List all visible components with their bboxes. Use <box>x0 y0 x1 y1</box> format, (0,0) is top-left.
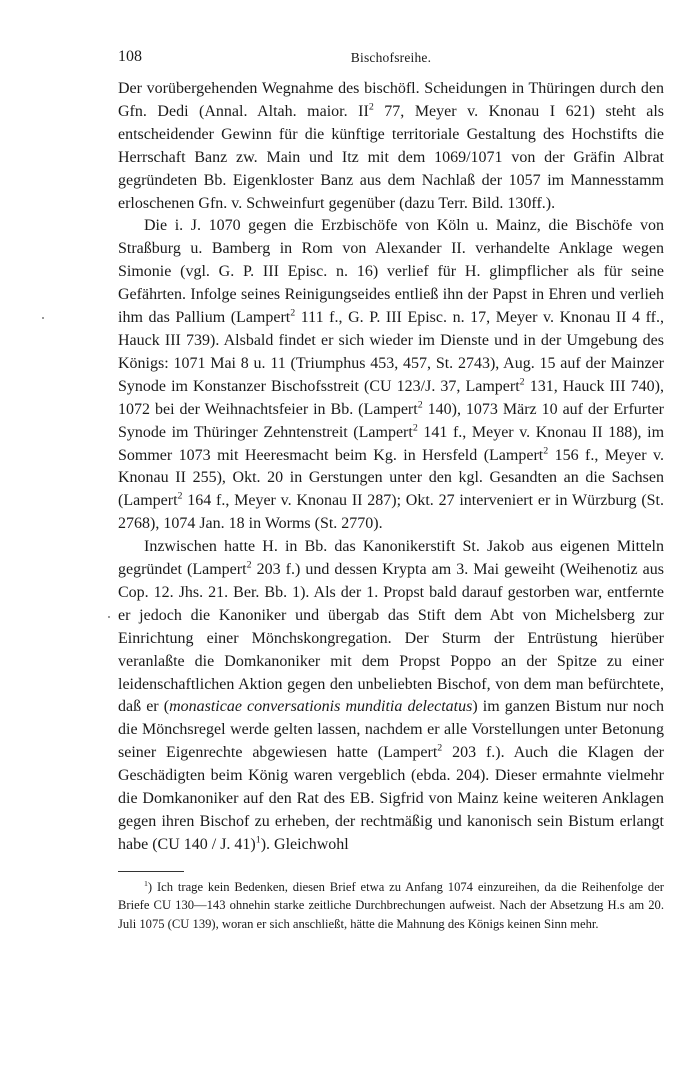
running-title: Bischofsreihe. <box>350 50 432 65</box>
book-page <box>118 48 664 934</box>
text-run: 203 f.) und dessen Krypta am 3. Mai geweiht (Weihenotiz aus Cop. 12. Jhs. 21. Ber. Bb. 1). Als der 1. Propst bald darauf gestorben war, entfernte er jedoch die Kanoniker und übergab das Stift dem Abt von Michelsberg zur Einrichtung einer Mönchskongregation. Der Sturm der Entrüstung hierüber veranlaßte die Domkanoniker mit dem Propst Poppo an der Spitze zu einer leidenschaftlichen Aktion gegen den unbeliebten Bischof, von dem man befürchtete, daß er ( <box>118 561 665 716</box>
text-run: 203 f.). Auch die Klagen der Geschädigten beim König waren vergeblich (ebda. 204). Dieser ermahnte vielmehr die Domkanoniker auf den Rat des EB. Sigfrid von Mainz keine weiteren Anklagen gegen ihren Bischof zu erheben, der rechtmäßig und kanonisch sein Bistum erlangt habe (CU 140 / J. 41) <box>118 744 665 853</box>
paragraph-1 <box>118 78 664 215</box>
margin-speck <box>42 317 44 319</box>
footnote-marker: 2 <box>412 422 418 434</box>
footnote-marker: 1 <box>144 878 148 888</box>
footnote-separator <box>118 871 184 872</box>
paragraph-3 <box>118 536 664 857</box>
paragraph-2 <box>118 215 664 536</box>
text-run: ). <box>260 835 271 853</box>
body-text <box>118 78 664 857</box>
text-run: Die i. J. 1070 gegen die Erzbischöfe von Köln u. Mainz, die Bischöfe von Straßburg u. Bamberg in Rom von Alexander II. verhandelte Anklage wegen Simonie (vgl. G. P. III Episc. n. 16) verlief für H. glimpflicher als für seine Gefährten. Infolge seines Reinigungseides entließ ihn der Papst in Ehren und verlieh ihm das Pallium (Lampert <box>118 217 664 327</box>
footnote-marker: 2 <box>368 101 374 113</box>
page-number: 108 <box>118 48 142 65</box>
footnote-marker: 2 <box>177 490 183 502</box>
margin-speck <box>108 616 110 618</box>
footnote <box>118 878 664 934</box>
text-run: 111 f., G. P. III Episc. n. 17, Meyer v. Knonau II 4 ff., Hauck III 739). Alsbald findet er sich wieder im Dienste und in der Umgebung des Königs: 1071 Mai 8 u. 11 (Triumphus 453, 457, St. 2743), Aug. 15 auf der Mainzer Synode im Konstanzer Bischofsstreit (CU 123/J. 37, Lampert <box>118 309 664 395</box>
footnote-marker: 2 <box>437 742 443 754</box>
footnote-marker: 2 <box>417 399 423 411</box>
text-run: 156 f., Meyer v. Knonau II 255), Okt. 20 in Gerstungen unter den kgl. Gesandten an die Sachsen (Lampert <box>118 446 664 510</box>
footnote-marker: 1 <box>255 834 261 846</box>
text-run: Inzwischen hatte H. in Bb. das Kanonikerstift St. Jakob aus eigenen Mitteln gegründet (Lampert <box>118 538 664 579</box>
running-head <box>118 48 664 70</box>
text-run: 131, Hauck III 740), 1072 bei der Weihnachtsfeier in Bb. (Lampert <box>118 377 664 418</box>
footnote-marker: 2 <box>543 445 549 457</box>
italic-phrase: monasticae conversationis munditia delectatus <box>169 698 473 716</box>
text-run: 77, Meyer v. Knonau I 621) steht als entscheidender Gewinn für die künftige territoriale Gestaltung des Hochstifts die Herrschaft Banz zw. Main und Itz mit dem 1069/1071 von der Gräfin Albrat gegründeten Bb. Eigenkloster Banz aus dem Nachlaß der 1057 im Mannesstamm erloschenen Gfn. v. Schweinfurt gegenüber (dazu Terr. Bild. 130ff.). <box>118 102 665 212</box>
text-run: ) Ich trage kein Bedenken, diesen Brief etwa zu Anfang 1074 einzureihen, da die Reihenfolge der Briefe CU 130—143 ohnehin starke zeitliche Durchbrechungen aufweist. Nach der Absetzung H.s am 20. Juli 1075 (CU 139), woran er sich anschließt, hätte die Mahnung des Königs keinen Sinn mehr. <box>118 879 664 931</box>
text-run: Der vorübergehenden Wegnahme des bischöfl. Scheidungen in Thüringen durch den Gfn. Dedi (Annal. Altah. maior. II <box>118 80 664 120</box>
text-run: 164 f., Meyer v. Knonau II 287); Okt. 27 interveniert er in Würzburg (St. 2768), 1074 Jan. 18 in Worms (St. 2770). <box>118 492 664 533</box>
footnote-marker: 2 <box>246 559 252 571</box>
text-run: Gleichwohl <box>270 835 349 853</box>
footnote-marker: 2 <box>519 376 525 388</box>
text-run: 141 f., Meyer v. Knonau II 188), im Sommer 1073 mit Heeresmacht beim Kg. in Hersfeld (Lampert <box>118 423 665 464</box>
footnote-marker: 2 <box>290 307 296 319</box>
text-run: 140), 1073 März 10 auf der Erfurter Synode im Thüringer Zehntenstreit (Lampert <box>118 400 664 441</box>
text-run: ) im ganzen Bistum nur noch die Mönchsregel werde gelten lassen, nachdem er alle Vorstellungen unter Betonung seiner Eigenrechte abgewiesen hatte (Lampert <box>118 698 665 762</box>
